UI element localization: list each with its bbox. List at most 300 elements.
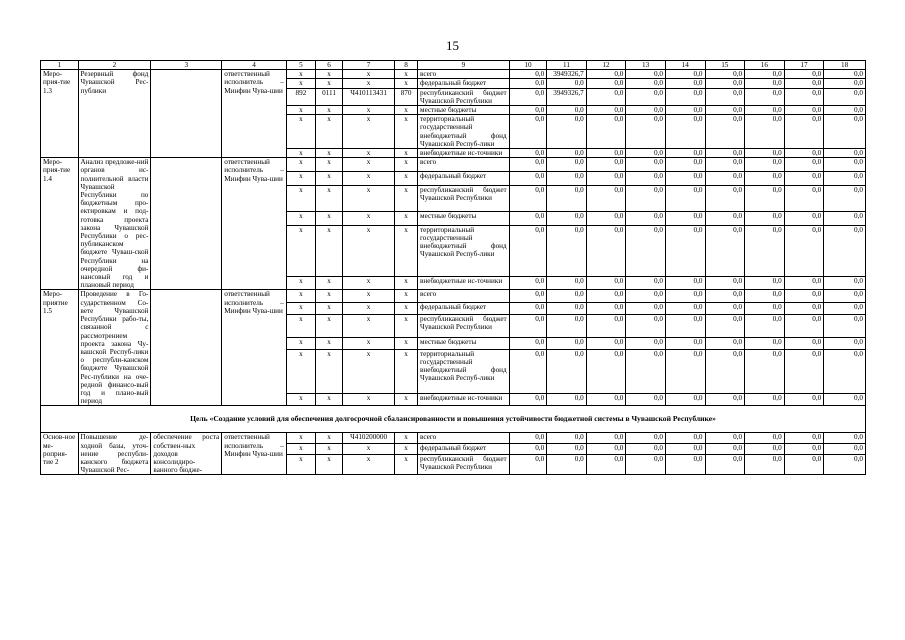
value-cell: 0,0 [784, 444, 824, 455]
value-cell: 0,0 [665, 106, 705, 115]
value-cell: 0,0 [509, 70, 547, 79]
section-cell: x [315, 225, 342, 276]
responsible-cell: ответственный исполнитель – Минфин Чува-шии [222, 433, 287, 475]
name-cell: Резервный фонд Чувашской Рес-публики [78, 70, 151, 158]
grbs-cell: x [286, 149, 315, 158]
value-cell: 0,0 [586, 454, 626, 474]
value-cell: 0,0 [626, 276, 666, 290]
value-cell: 0,0 [509, 454, 547, 474]
grbs-cell: x [286, 185, 315, 211]
value-cell: 0,0 [705, 314, 745, 337]
section-cell: x [315, 106, 342, 115]
value-cell: 0,0 [547, 454, 587, 474]
grbs-cell: x [286, 70, 315, 79]
vr-cell: x [395, 225, 418, 276]
value-cell: 0,0 [626, 106, 666, 115]
value-cell: 0,0 [547, 172, 587, 186]
value-cell: 0,0 [665, 115, 705, 149]
source-cell: территориальный государственный внебюджетный фонд Чувашской Респуб-лики [418, 349, 510, 393]
goal-text: Цель «Создание условий для обеспечения долгосрочной сбалансированности и повышения устойчивости бюджетной системы в Чувашской Республике» [41, 406, 866, 433]
name-cell: Анализ предложе-ний органов ис-полнительной власти Чувашской Республики по бюджетным про-ектировкам и под-готовка проекта закона Чувашской Республики о рес-публиканском бюджете Чуваш-ской Республики на очередной фи-нансовый год и плановый период [78, 158, 151, 290]
header-cell: 13 [626, 61, 666, 70]
source-cell: всего [418, 290, 510, 302]
value-cell: 0,0 [705, 185, 745, 211]
value-cell: 0,0 [745, 337, 785, 349]
csr-cell: Ч410113431 [343, 88, 395, 105]
value-cell: 0,0 [745, 88, 785, 105]
header-cell: 14 [665, 61, 705, 70]
value-cell: 0,0 [824, 158, 866, 172]
header-cell: 10 [509, 61, 547, 70]
value-cell: 0,0 [824, 394, 866, 406]
value-cell: 0,0 [665, 172, 705, 186]
value-cell: 0,0 [626, 314, 666, 337]
event-cell: Меро-прия-тие 1.4 [41, 158, 79, 290]
value-cell: 0,0 [784, 349, 824, 393]
source-cell: территориальный государственный внебюджетный фонд Чувашской Респуб-лики [418, 225, 510, 276]
value-cell: 0,0 [784, 212, 824, 226]
value-cell: 0,0 [745, 185, 785, 211]
value-cell: 0,0 [586, 225, 626, 276]
value-cell: 0,0 [824, 79, 866, 88]
value-cell: 0,0 [665, 212, 705, 226]
grbs-cell: x [286, 225, 315, 276]
source-cell: местные бюджеты [418, 106, 510, 115]
grbs-cell: 892 [286, 88, 315, 105]
csr-cell: x [343, 158, 395, 172]
value-cell: 0,0 [705, 115, 745, 149]
value-cell: 0,0 [705, 444, 745, 455]
source-cell: внебюджетные ис-точники [418, 276, 510, 290]
section-cell: x [315, 394, 342, 406]
source-cell: республиканский бюджет Чувашской Республики [418, 314, 510, 337]
header-cell: 12 [586, 61, 626, 70]
value-cell: 0,0 [509, 444, 547, 455]
value-cell: 0,0 [586, 349, 626, 393]
source-cell: всего [418, 158, 510, 172]
grbs-cell: x [286, 79, 315, 88]
value-cell: 0,0 [824, 349, 866, 393]
value-cell: 0,0 [586, 172, 626, 186]
csr-cell: x [343, 349, 395, 393]
value-cell: 0,0 [586, 88, 626, 105]
source-cell: всего [418, 433, 510, 444]
value-cell: 0,0 [509, 115, 547, 149]
value-cell: 0,0 [705, 276, 745, 290]
vr-cell: x [395, 212, 418, 226]
value-cell: 0,0 [626, 185, 666, 211]
value-cell: 0,0 [784, 290, 824, 302]
vr-cell: x [395, 394, 418, 406]
vr-cell: x [395, 149, 418, 158]
table-row [41, 70, 866, 79]
csr-cell: x [343, 314, 395, 337]
value-cell: 0,0 [547, 115, 587, 149]
value-cell: 0,0 [547, 225, 587, 276]
value-cell: 0,0 [705, 225, 745, 276]
value-cell: 0,0 [626, 158, 666, 172]
value-cell: 0,0 [705, 433, 745, 444]
vr-cell: x [395, 276, 418, 290]
header-row [41, 61, 866, 70]
source-cell: республиканский бюджет Чувашской Республики [418, 185, 510, 211]
grbs-cell: x [286, 158, 315, 172]
value-cell: 0,0 [665, 70, 705, 79]
value-cell: 0,0 [586, 314, 626, 337]
value-cell: 0,0 [626, 225, 666, 276]
value-cell: 0,0 [547, 349, 587, 393]
name-cell: Проведение в Го-сударственном Со-вете Чувашской Республики рабо-ты, связанной с рассмотрением проекта закона Чу-вашской Респуб-лики о республи-канском бюджете Чувашской Рес-публики на оче-редной финансо-вый год и плано-вый период [78, 290, 151, 406]
csr-cell: x [343, 225, 395, 276]
source-cell: всего [418, 70, 510, 79]
header-cell: 11 [547, 61, 587, 70]
header-cell: 4 [222, 61, 287, 70]
value-cell: 0,0 [745, 444, 785, 455]
table-row [41, 433, 866, 444]
value-cell: 0,0 [547, 185, 587, 211]
value-cell: 0,0 [509, 302, 547, 314]
value-cell: 0,0 [665, 225, 705, 276]
value-cell: 0,0 [547, 290, 587, 302]
value-cell: 0,0 [547, 106, 587, 115]
value-cell: 0,0 [784, 276, 824, 290]
section-cell: x [315, 276, 342, 290]
value-cell: 0,0 [705, 302, 745, 314]
responsible-cell: ответственный исполнитель – Минфин Чува-шии [222, 158, 287, 290]
csr-cell: x [343, 149, 395, 158]
event-cell: Меро-прия-тие 1.3 [41, 70, 79, 158]
csr-cell: x [343, 302, 395, 314]
value-cell: 0,0 [745, 70, 785, 79]
value-cell: 0,0 [784, 185, 824, 211]
csr-cell: x [343, 172, 395, 186]
value-cell: 0,0 [784, 337, 824, 349]
table-row [41, 158, 866, 172]
section-cell: x [315, 433, 342, 444]
value-cell: 0,0 [665, 276, 705, 290]
value-cell: 0,0 [745, 276, 785, 290]
value-cell: 0,0 [784, 115, 824, 149]
value-cell: 0,0 [824, 212, 866, 226]
header-cell: 7 [343, 61, 395, 70]
csr-cell: x [343, 444, 395, 455]
value-cell: 0,0 [509, 225, 547, 276]
value-cell: 0,0 [509, 276, 547, 290]
csr-cell: x [343, 79, 395, 88]
value-cell: 0,0 [626, 70, 666, 79]
section-cell: x [315, 172, 342, 186]
csr-cell: x [343, 185, 395, 211]
grbs-cell: x [286, 314, 315, 337]
col3-cell [151, 158, 222, 290]
value-cell: 0,0 [586, 337, 626, 349]
event-cell: Меро-приятие 1.5 [41, 290, 79, 406]
value-cell: 0,0 [509, 185, 547, 211]
grbs-cell: x [286, 276, 315, 290]
value-cell: 0,0 [705, 337, 745, 349]
budget-table [40, 60, 866, 475]
grbs-cell: x [286, 115, 315, 149]
source-cell: федеральный бюджет [418, 444, 510, 455]
value-cell: 0,0 [824, 290, 866, 302]
vr-cell: x [395, 314, 418, 337]
value-cell: 0,0 [705, 349, 745, 393]
value-cell: 0,0 [784, 394, 824, 406]
value-cell: 0,0 [509, 158, 547, 172]
value-cell: 0,0 [745, 225, 785, 276]
value-cell: 0,0 [784, 454, 824, 474]
grbs-cell: x [286, 433, 315, 444]
value-cell: 0,0 [665, 290, 705, 302]
grbs-cell: x [286, 172, 315, 186]
value-cell: 0,0 [824, 149, 866, 158]
section-cell: x [315, 302, 342, 314]
value-cell: 0,0 [586, 115, 626, 149]
header-cell: 15 [705, 61, 745, 70]
value-cell: 0,0 [784, 172, 824, 186]
value-cell: 0,0 [509, 314, 547, 337]
header-cell: 6 [315, 61, 342, 70]
value-cell: 0,0 [586, 302, 626, 314]
value-cell: 0,0 [547, 433, 587, 444]
value-cell: 0,0 [509, 88, 547, 105]
value-cell: 0,0 [586, 185, 626, 211]
value-cell: 0,0 [626, 212, 666, 226]
page-number: 15 [446, 38, 459, 53]
grbs-cell: x [286, 454, 315, 474]
value-cell: 0,0 [824, 454, 866, 474]
value-cell: 0,0 [745, 454, 785, 474]
value-cell: 0,0 [784, 149, 824, 158]
value-cell: 0,0 [547, 337, 587, 349]
vr-cell: x [395, 172, 418, 186]
col3-cell [151, 70, 222, 158]
vr-cell: x [395, 106, 418, 115]
value-cell: 0,0 [705, 290, 745, 302]
value-cell: 0,0 [784, 433, 824, 444]
section-cell: x [315, 444, 342, 455]
section-cell: x [315, 337, 342, 349]
value-cell: 0,0 [586, 433, 626, 444]
csr-cell: x [343, 115, 395, 149]
event-cell: Основ-ное ме-роприя-тие 2 [41, 433, 79, 475]
section-cell: x [315, 79, 342, 88]
value-cell: 0,0 [784, 225, 824, 276]
value-cell: 0,0 [509, 290, 547, 302]
value-cell: 0,0 [824, 88, 866, 105]
value-cell: 0,0 [824, 314, 866, 337]
vr-cell: x [395, 302, 418, 314]
value-cell: 0,0 [626, 394, 666, 406]
col3-cell: обеспечение роста собствен-ных доходов консолидиро-ванного бюдже- [151, 433, 222, 475]
value-cell: 0,0 [745, 394, 785, 406]
value-cell: 0,0 [665, 444, 705, 455]
value-cell: 0,0 [824, 70, 866, 79]
grbs-cell: x [286, 290, 315, 302]
header-cell: 2 [78, 61, 151, 70]
value-cell: 0,0 [509, 349, 547, 393]
vr-cell: x [395, 70, 418, 79]
grbs-cell: x [286, 394, 315, 406]
value-cell: 0,0 [705, 106, 745, 115]
source-cell: федеральный бюджет [418, 302, 510, 314]
value-cell: 0,0 [509, 79, 547, 88]
value-cell: 0,0 [547, 394, 587, 406]
value-cell: 0,0 [586, 276, 626, 290]
source-cell: местные бюджеты [418, 337, 510, 349]
value-cell: 0,0 [705, 172, 745, 186]
value-cell: 0,0 [745, 314, 785, 337]
value-cell: 0,0 [509, 337, 547, 349]
vr-cell: 870 [395, 88, 418, 105]
value-cell: 0,0 [626, 444, 666, 455]
section-cell: x [315, 314, 342, 337]
vr-cell: x [395, 444, 418, 455]
csr-cell: x [343, 394, 395, 406]
responsible-cell: ответственный исполнитель – Минфин Чува-шии [222, 290, 287, 406]
grbs-cell: x [286, 337, 315, 349]
value-cell: 0,0 [784, 158, 824, 172]
value-cell: 0,0 [824, 106, 866, 115]
csr-cell: x [343, 454, 395, 474]
value-cell: 0,0 [745, 79, 785, 88]
value-cell: 0,0 [705, 70, 745, 79]
value-cell: 0,0 [626, 337, 666, 349]
value-cell: 0,0 [745, 149, 785, 158]
value-cell: 0,0 [586, 106, 626, 115]
value-cell: 0,0 [509, 433, 547, 444]
source-cell: республиканский бюджет Чувашской Республики [418, 88, 510, 105]
grbs-cell: x [286, 444, 315, 455]
value-cell: 0,0 [745, 115, 785, 149]
value-cell: 0,0 [824, 444, 866, 455]
vr-cell: x [395, 158, 418, 172]
section-cell: x [315, 212, 342, 226]
source-cell: территориальный государственный внебюджетный фонд Чувашской Респуб-лики [418, 115, 510, 149]
value-cell: 0,0 [824, 225, 866, 276]
value-cell: 0,0 [509, 212, 547, 226]
value-cell: 0,0 [509, 106, 547, 115]
value-cell: 0,0 [547, 149, 587, 158]
value-cell: 0,0 [547, 444, 587, 455]
value-cell: 0,0 [824, 185, 866, 211]
value-cell: 0,0 [745, 290, 785, 302]
value-cell: 0,0 [705, 394, 745, 406]
value-cell: 0,0 [705, 454, 745, 474]
name-cell: Повышение де-ходной базы, уточ-нение республи-канского бюджета Чувашской Рес- [78, 433, 151, 475]
value-cell: 0,0 [824, 433, 866, 444]
value-cell: 0,0 [784, 314, 824, 337]
value-cell: 0,0 [745, 349, 785, 393]
vr-cell: x [395, 290, 418, 302]
value-cell: 0,0 [665, 454, 705, 474]
header-cell: 17 [784, 61, 824, 70]
value-cell: 0,0 [784, 302, 824, 314]
section-cell: x [315, 185, 342, 211]
value-cell: 0,0 [626, 115, 666, 149]
value-cell: 0,0 [745, 212, 785, 226]
value-cell: 0,0 [665, 185, 705, 211]
table-row [41, 290, 866, 302]
section-cell: x [315, 290, 342, 302]
vr-cell: x [395, 454, 418, 474]
vr-cell: x [395, 79, 418, 88]
grbs-cell: x [286, 212, 315, 226]
value-cell: 0,0 [547, 314, 587, 337]
grbs-cell: x [286, 349, 315, 393]
value-cell: 0,0 [509, 394, 547, 406]
vr-cell: x [395, 433, 418, 444]
value-cell: 0,0 [665, 149, 705, 158]
grbs-cell: x [286, 106, 315, 115]
csr-cell: x [343, 70, 395, 79]
value-cell: 0,0 [586, 70, 626, 79]
source-cell: местные бюджеты [418, 212, 510, 226]
vr-cell: x [395, 185, 418, 211]
value-cell: 0,0 [586, 212, 626, 226]
header-cell: 5 [286, 61, 315, 70]
value-cell: 0,0 [586, 149, 626, 158]
value-cell: 0,0 [665, 337, 705, 349]
value-cell: 0,0 [586, 79, 626, 88]
header-cell: 1 [41, 61, 79, 70]
value-cell: 0,0 [745, 433, 785, 444]
value-cell: 0,0 [547, 302, 587, 314]
header-cell: 16 [745, 61, 785, 70]
value-cell: 0,0 [665, 394, 705, 406]
value-cell: 0,0 [626, 149, 666, 158]
value-cell: 0,0 [665, 433, 705, 444]
value-cell: 0,0 [547, 158, 587, 172]
value-cell: 0,0 [824, 115, 866, 149]
value-cell: 0,0 [509, 149, 547, 158]
value-cell: 0,0 [824, 172, 866, 186]
value-cell: 0,0 [745, 302, 785, 314]
value-cell: 0,0 [586, 394, 626, 406]
csr-cell: Ч410200000 [343, 433, 395, 444]
source-cell: внебюджетные ис-точники [418, 394, 510, 406]
csr-cell: x [343, 276, 395, 290]
value-cell: 0,0 [784, 70, 824, 79]
value-cell: 3949326,7 [547, 88, 587, 105]
csr-cell: x [343, 337, 395, 349]
header-cell: 9 [418, 61, 510, 70]
value-cell: 0,0 [665, 349, 705, 393]
value-cell: 0,0 [665, 314, 705, 337]
source-cell: внебюджетные ис-точники [418, 149, 510, 158]
vr-cell: x [395, 337, 418, 349]
value-cell: 0,0 [824, 337, 866, 349]
value-cell: 0,0 [626, 88, 666, 105]
value-cell: 0,0 [547, 276, 587, 290]
value-cell: 0,0 [705, 212, 745, 226]
csr-cell: x [343, 106, 395, 115]
value-cell: 0,0 [705, 149, 745, 158]
value-cell: 0,0 [626, 454, 666, 474]
value-cell: 0,0 [824, 276, 866, 290]
csr-cell: x [343, 290, 395, 302]
section-cell: x [315, 115, 342, 149]
value-cell: 0,0 [745, 172, 785, 186]
value-cell: 0,0 [586, 158, 626, 172]
value-cell: 3949326,7 [547, 70, 587, 79]
goal-row [41, 406, 866, 433]
value-cell: 0,0 [586, 290, 626, 302]
section-cell: x [315, 454, 342, 474]
value-cell: 0,0 [547, 79, 587, 88]
col3-cell [151, 290, 222, 406]
value-cell: 0,0 [784, 79, 824, 88]
